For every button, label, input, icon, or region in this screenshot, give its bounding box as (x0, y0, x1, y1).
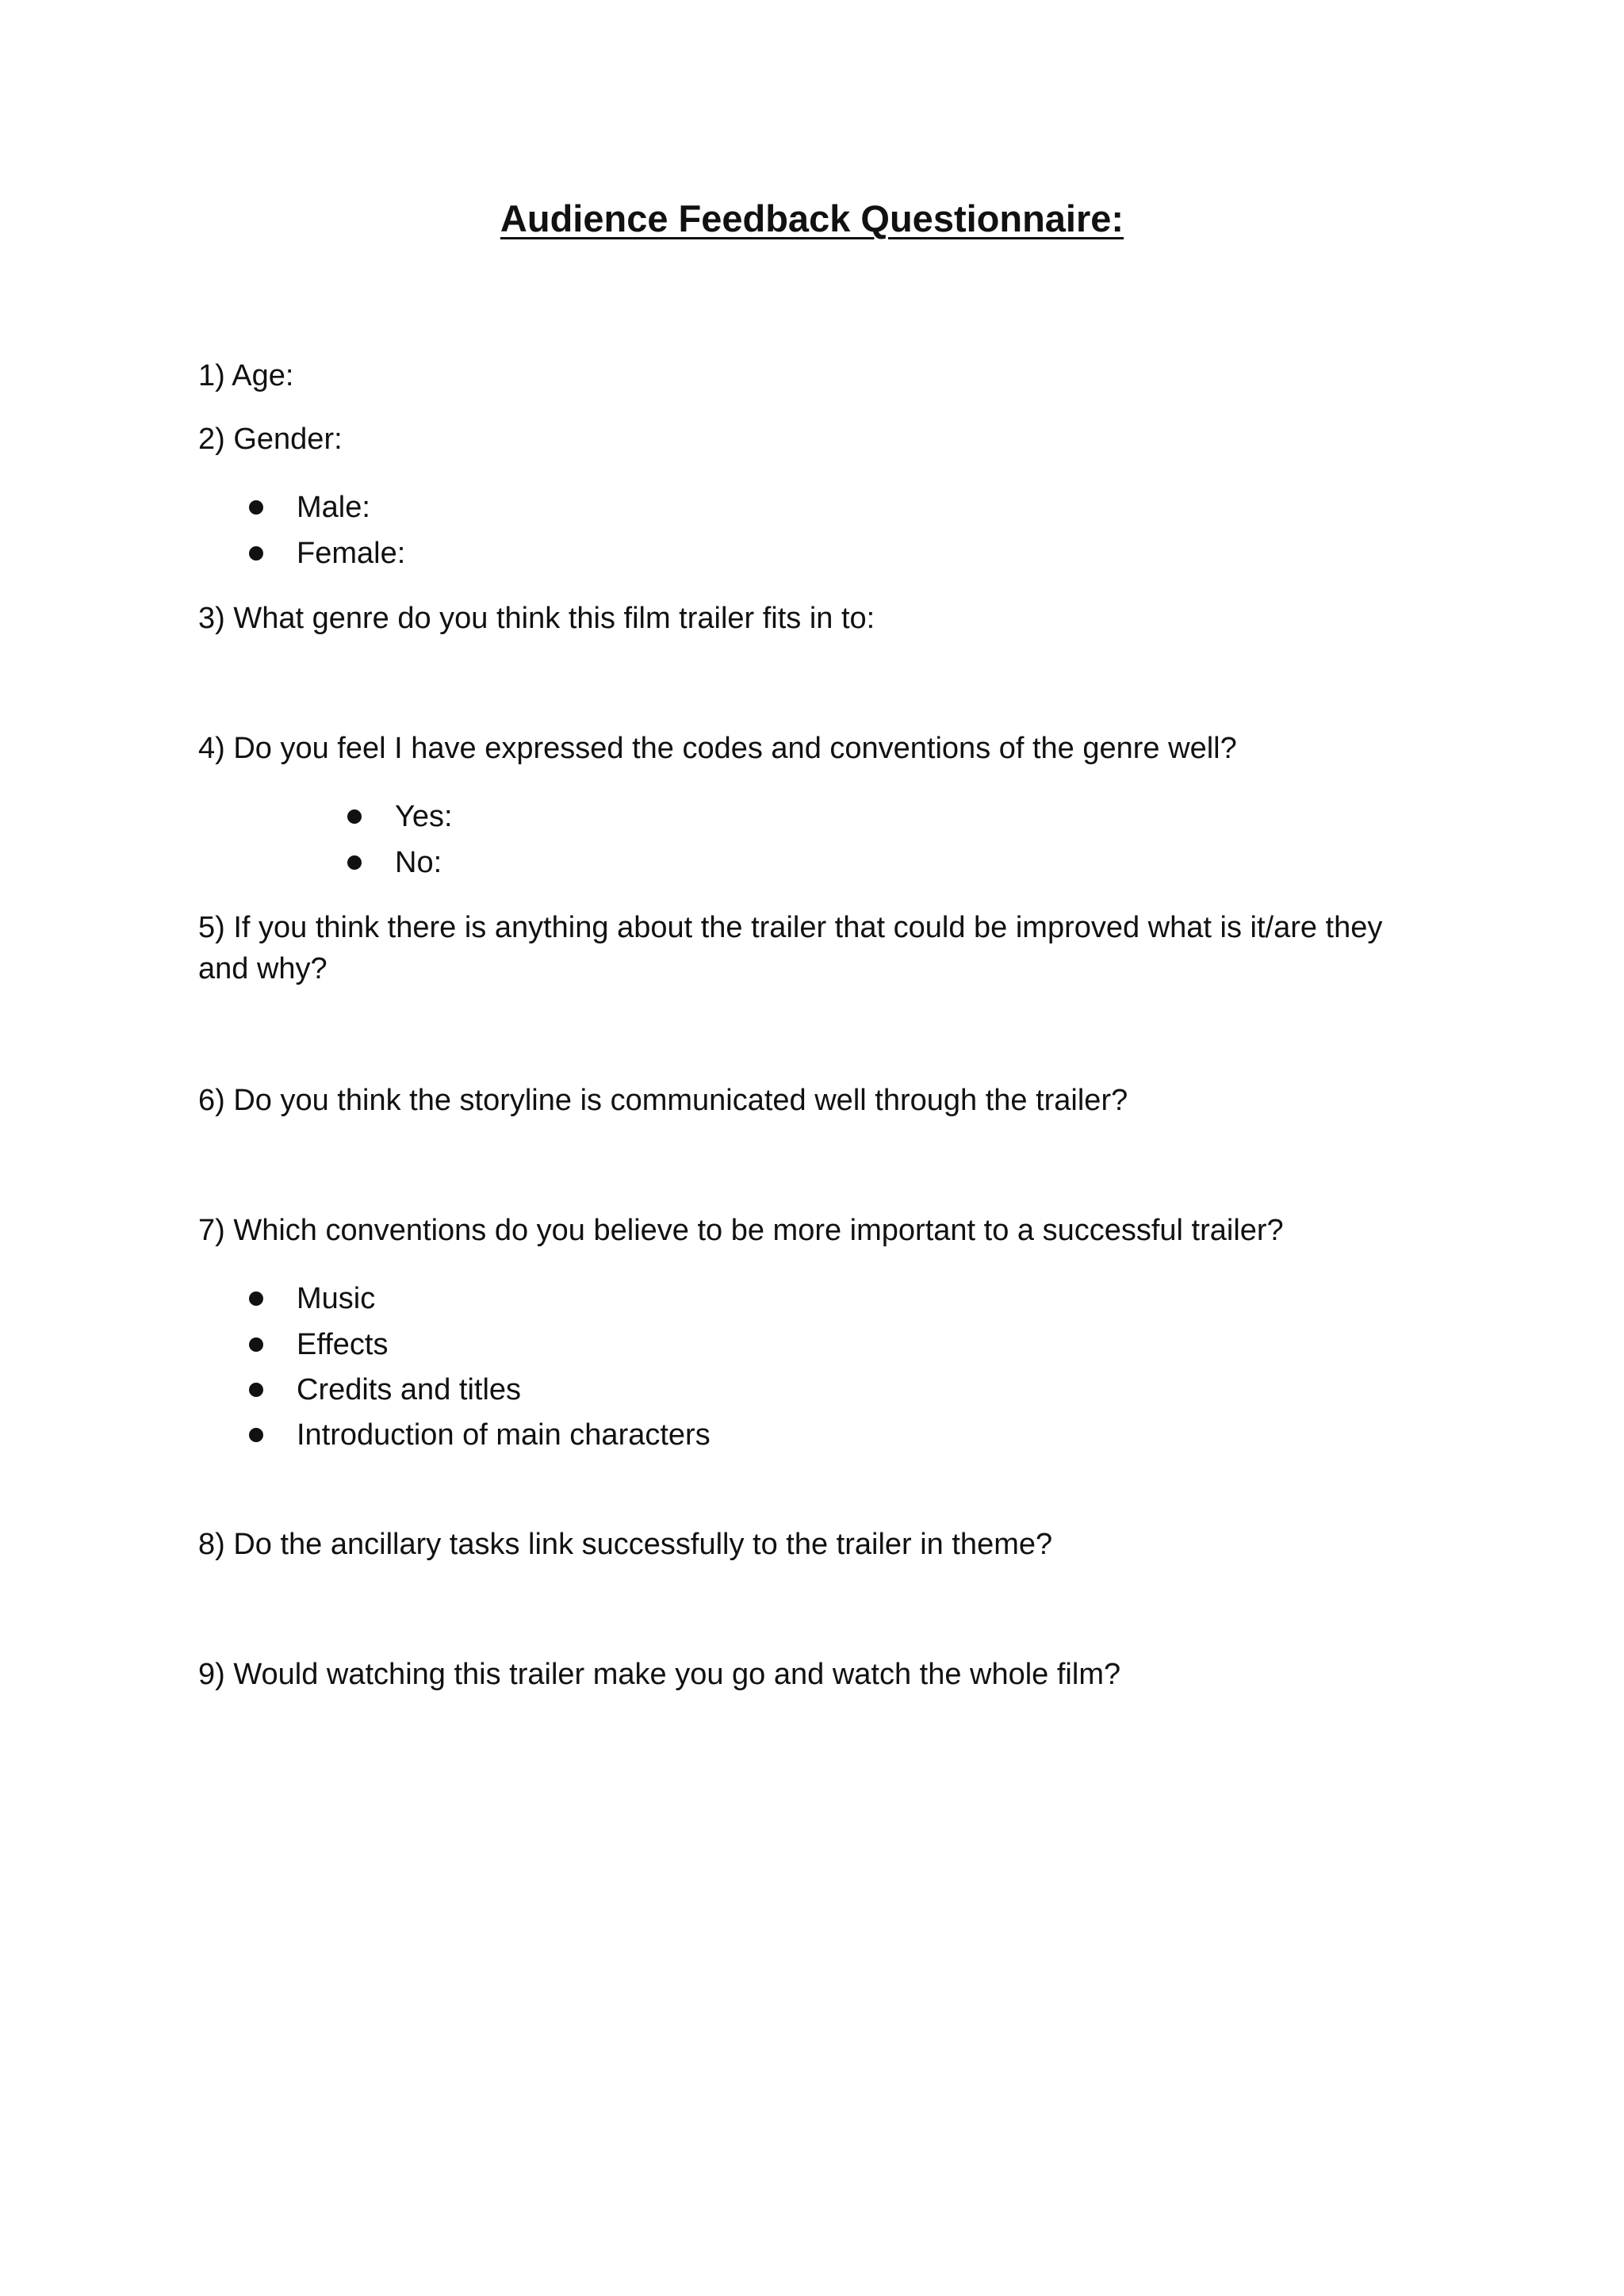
option-label: Female: (297, 537, 406, 570)
option-label: No: (395, 846, 442, 879)
page-title: Audience Feedback Questionnaire: (500, 197, 1124, 239)
list-item (297, 533, 405, 574)
question-watch-film: 9) Would watching this trailer make you go and watch the whole film? (198, 1658, 1121, 1691)
bullet-icon (249, 1292, 263, 1306)
list-item (395, 796, 453, 837)
option-label: Male: (297, 491, 370, 524)
list-item (395, 842, 442, 883)
question-age: 1) Age: (198, 359, 294, 392)
question-gender: 2) Gender: (198, 423, 343, 456)
list-item (297, 1414, 710, 1456)
option-label: Yes: (395, 800, 453, 833)
bullet-icon (249, 546, 263, 561)
bullet-icon (249, 1337, 263, 1352)
option-label: Effects (297, 1328, 389, 1361)
question-important-conventions: 7) Which conventions do you believe to be more important to a successful trailer? (198, 1214, 1284, 1247)
bullet-icon (249, 1383, 263, 1397)
option-label: Introduction of main characters (297, 1418, 710, 1452)
option-label: Credits and titles (297, 1373, 522, 1406)
bullet-icon (347, 809, 362, 824)
question-improvements: 5) If you think there is anything about the trailer that could be improved what is it/are they and why? (198, 911, 1383, 985)
question-conventions: 4) Do you feel I have expressed the codes and conventions of the genre well? (198, 732, 1237, 765)
bullet-icon (249, 500, 263, 515)
list-item (297, 487, 370, 528)
question-genre: 3) What genre do you think this film trailer fits in to: (198, 602, 875, 635)
question-storyline: 6) Do you think the storyline is communicated well through the trailer? (198, 1084, 1128, 1117)
bullet-icon (347, 855, 362, 870)
list-item (297, 1369, 521, 1410)
list-item (297, 1324, 388, 1365)
bullet-icon (249, 1428, 263, 1442)
option-label: Music (297, 1282, 376, 1315)
list-item (297, 1278, 375, 1319)
question-ancillary-tasks: 8) Do the ancillary tasks link successfully to the trailer in theme? (198, 1528, 1053, 1561)
